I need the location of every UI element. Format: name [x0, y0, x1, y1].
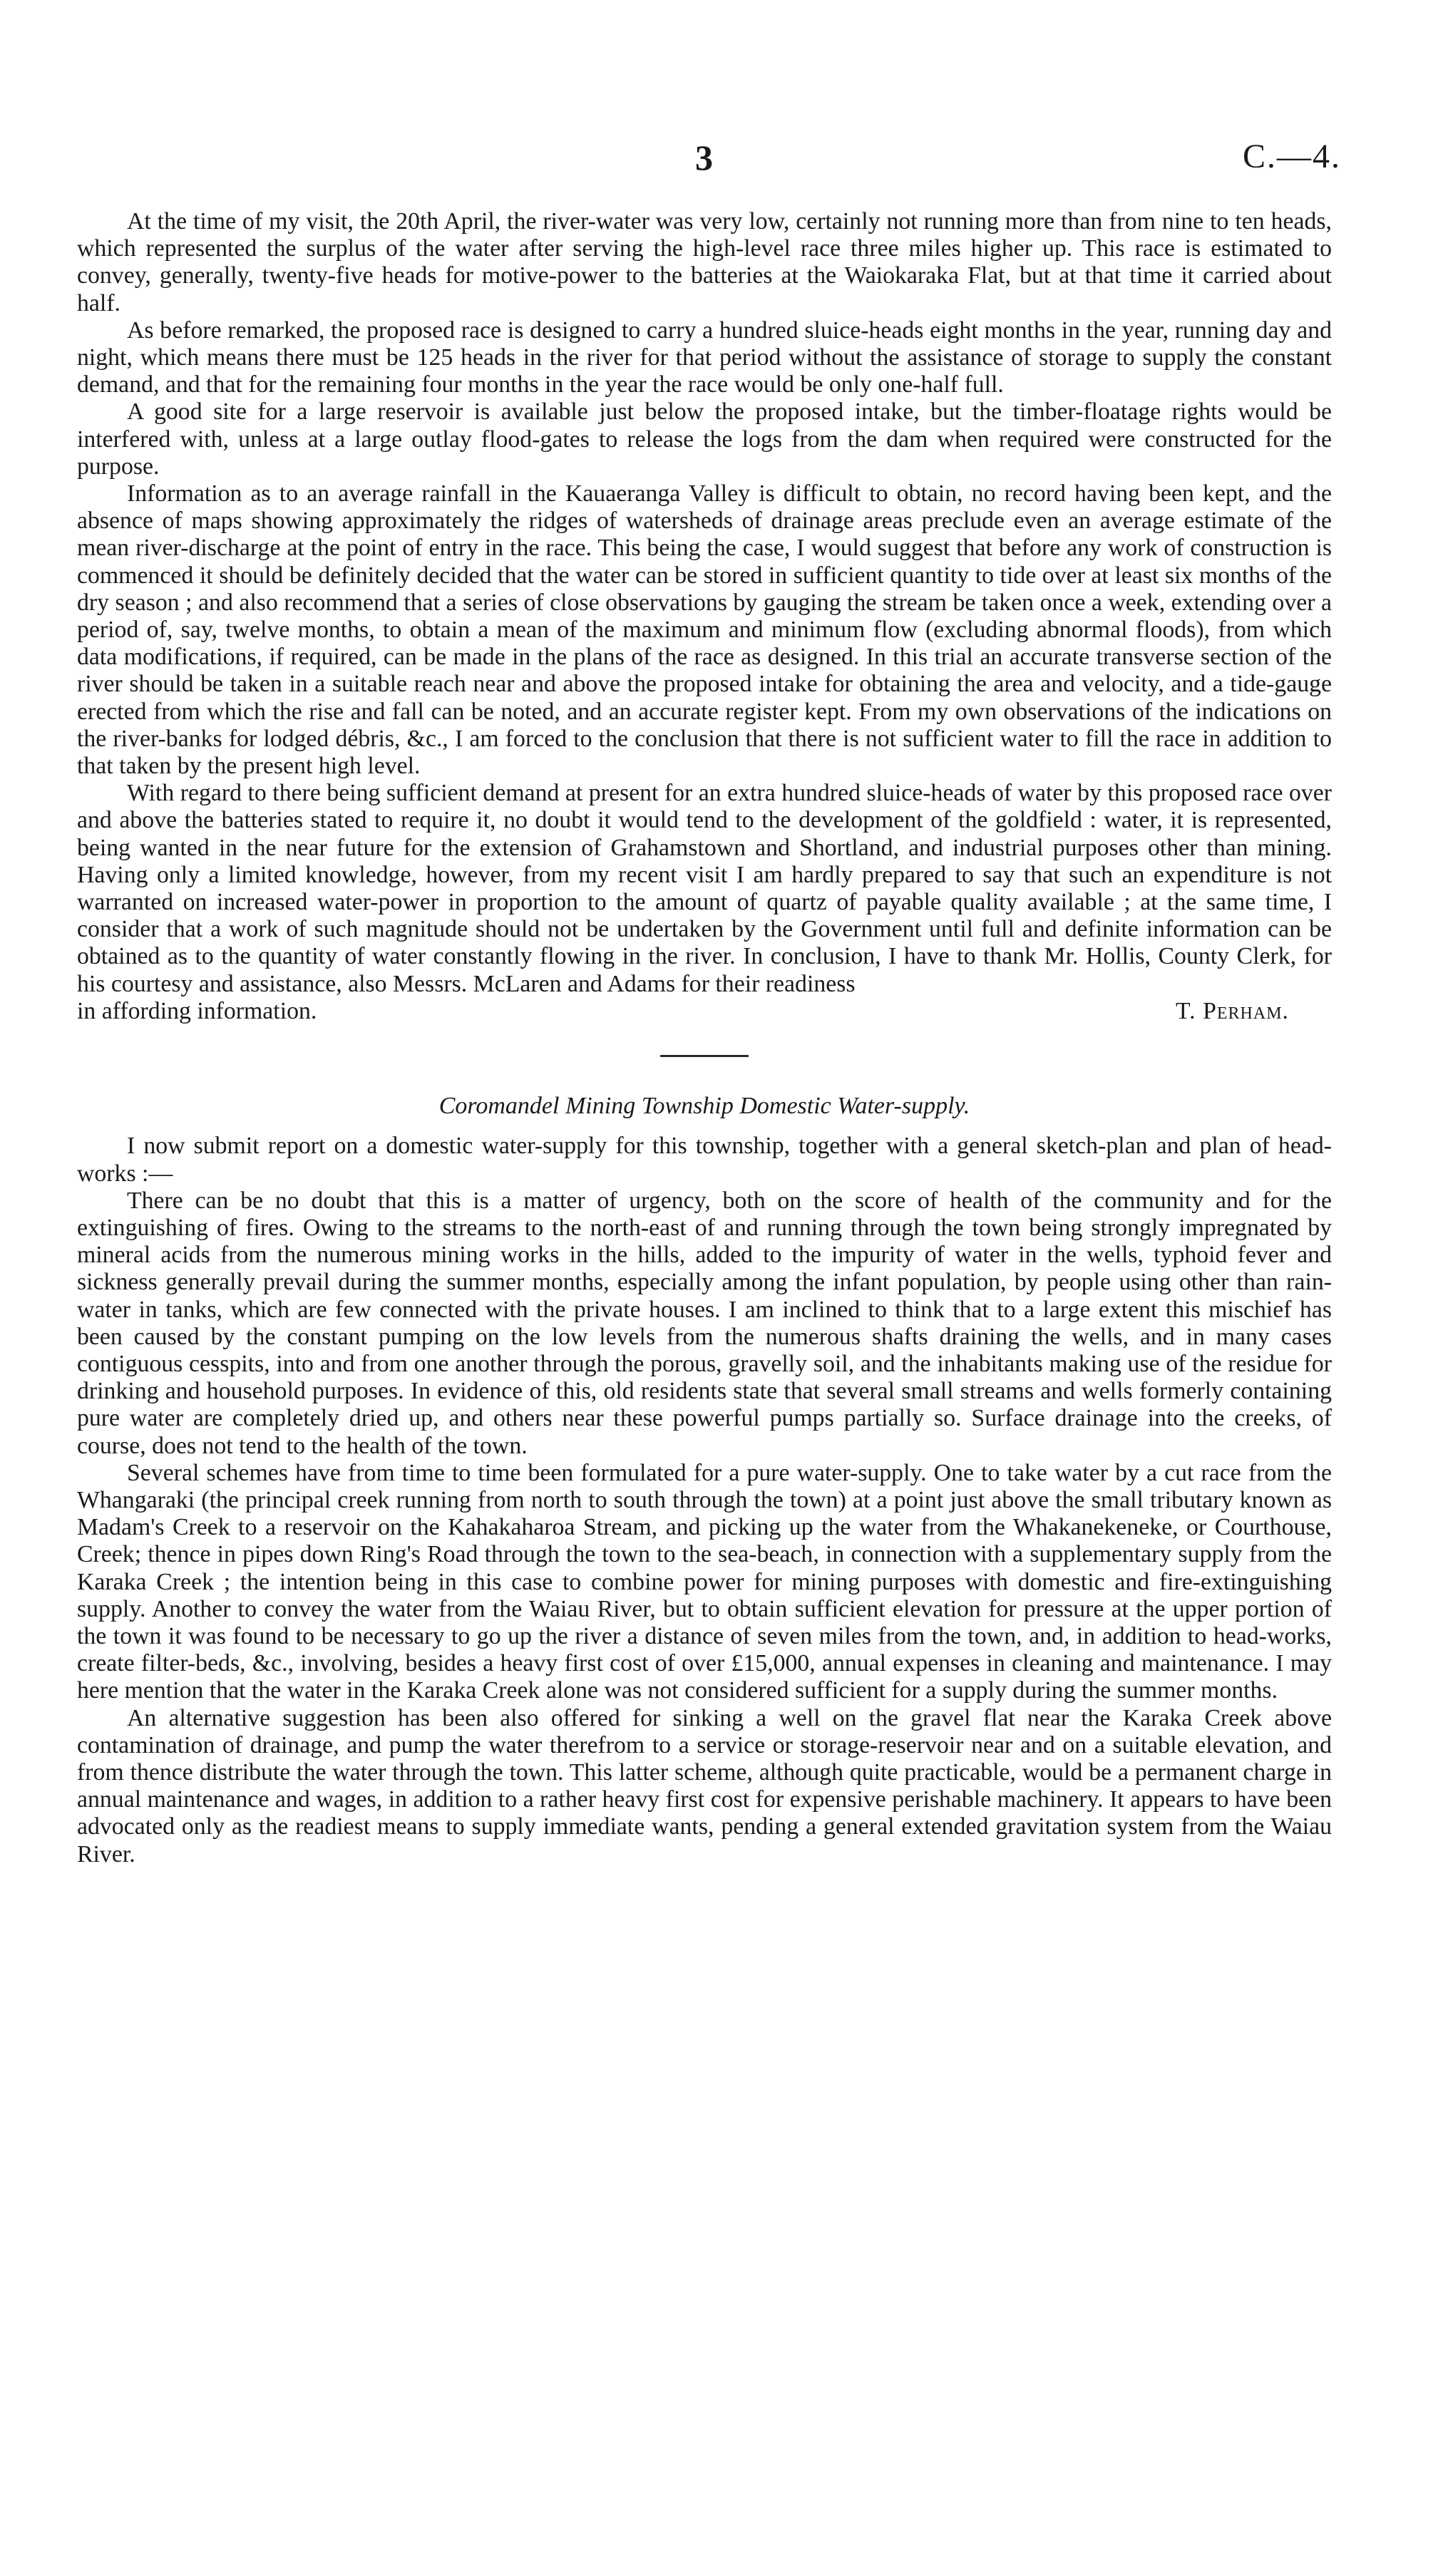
paragraph: At the time of my visit, the 20th April, the river-water was very low, certainly not running more than from nine to ten heads, which represented the surplus of the water after serving the high-level race three miles higher up. This race is estimated to convey, generally, twenty-five heads for motive-power to the batteries at the Waiokaraka Flat, but at that time it carried about half. — [77, 208, 1332, 316]
section-title: Coromandel Mining Township Domestic Water-supply. — [438, 1093, 970, 1120]
paragraph: An alternative suggestion has been also offered for sinking a well on the gravel flat near the Karaka Creek above contamination of drainage, and pump the water therefrom to a service or storage-reservoir near and on a suitable elevation, and from thence distribute the water through the town. This latter scheme, although quite practicable, would be a permanent charge in annual maintenance and wages, in addition to a rather heavy first cost for expensive perishable machinery. It appears to have been advocated only as the readiest means to supply immediate wants, pending a general extended gravitation system from the Waiau River. — [77, 1704, 1332, 1867]
document-body — [77, 208, 1332, 1868]
page-number: 3 — [695, 138, 714, 177]
signature: T. Perham. — [1176, 997, 1289, 1024]
section-divider — [660, 1055, 749, 1057]
paragraph: As before remarked, the proposed race is designed to carry a hundred sluice-heads eight months in the year, running day and night, which means there must be 125 heads in the river for that period without the assistance of storage to supply the constant demand, and that for the remaining four months in the year the race would be only one-half full. — [77, 316, 1332, 398]
paragraph: A good site for a large reservoir is available just below the proposed intake, but the timber-floatage rights would be interfered with, unless at a large outlay flood-gates to release the logs from the dam when required were constructed for the purpose. — [77, 398, 1332, 480]
closing-line — [77, 998, 1332, 1025]
paragraph: I now submit report on a domestic water-supply for this township, together with a general sketch-plan and plan of head-works :— — [77, 1133, 1332, 1187]
page-header — [0, 137, 1448, 194]
closing-text: in affording information. — [77, 997, 317, 1024]
paragraph: With regard to there being sufficient demand at present for an extra hundred sluice-heads of water by this proposed race over and above the batteries stated to require it, no doubt it would tend to the development of the goldfield : water, it is represented, being wanted in the near future for the extension of Grahamstown and Shortland, and industrial purposes other than mining. Having only a limited knowledge, however, from my recent visit I am hardly prepared to say that such an expenditure is not warranted on increased water-power in proportion to the amount of quartz of payable quality available ; at the same time, I consider that a work of such magnitude should not be undertaken by the Government until full and definite information can be obtained as to the quantity of water constantly flowing in the river. In conclusion, I have to thank Mr. Hollis, County Clerk, for his courtesy and assistance, also Messrs. McLaren and Adams for their readiness — [77, 780, 1332, 997]
paragraph: Information as to an average rainfall in the Kauaeranga Valley is difficult to obtain, no record having been kept, and the absence of maps showing approximately the ridges of watersheds of drainage areas preclude even an average estimate of the mean river-discharge at the point of entry in the race. This being the case, I would suggest that before any work of construction is commenced it should be definitely decided that the water can be stored in sufficient quantity to tide over at least six months of the dry season ; and also recommend that a series of close observations by gauging the stream be taken once a week, extending over a period of, say, twelve months, to obtain a mean of the maximum and minimum flow (excluding abnormal floods), from which data modifications, if required, can be made in the plans of the race as designed. In this trial an accurate transverse section of the river should be taken in a suitable reach near and above the proposed intake for obtaining the area and velocity, and a tide-gauge erected from which the rise and fall can be noted, and an accurate register kept. From my own observations of the indications on the river-banks for lodged débris, &c., I am forced to the conclusion that there is not sufficient water to fill the race in addition to that taken by the present high level. — [77, 480, 1332, 780]
paragraph: There can be no doubt that this is a matter of urgency, both on the score of health of the community and for the extinguishing of fires. Owing to the streams to the north-east of and running through the town being strongly impregnated by mineral acids from the numerous mining works in the hills, added to the impurity of water in the wells, typhoid fever and sickness generally prevail during the summer months, especially among the infant population, by people using other than rain-water in tanks, which are few connected with the private houses. I am inclined to think that to a large extent this mischief has been caused by the constant pumping on the low levels from the numerous shafts draining the wells, and in many cases contiguous cesspits, into and from one another through the porous, gravelly soil, and the inhabitants making use of the residue for drinking and household purposes. In evidence of this, old residents state that several small streams and wells formerly containing pure water are completely dried up, and others near these powerful pumps partially so. Surface drainage into the creeks, of course, does not tend to the health of the town. — [77, 1187, 1332, 1459]
document-reference: C.—4. — [1242, 138, 1341, 175]
paragraph: Several schemes have from time to time been formulated for a pure water-supply. One to take water by a cut race from the Whangaraki (the principal creek running from north to south through the town) at a point just above the small tributary known as Madam's Creek to a reservoir on the Kahakaharoa Stream, and picking up the water from the Whakanekeneke, or Courthouse, Creek; thence in pipes down Ring's Road through the town to the sea-beach, in connection with a supplementary supply from the Karaka Creek ; the intention being in this case to combine power for mining purposes with domestic and fire-extinguishing supply. Another to convey the water from the Waiau River, but to obtain sufficient elevation for pressure at the upper portion of the town it was found to be necessary to go up the river a distance of seven miles from the town, and, in addition to head-works, create filter-beds, &c., involving, besides a heavy first cost of over £15,000, annual expenses in cleaning and maintenance. I may here mention that the water in the Karaka Creek alone was not considered sufficient for a supply during the summer months. — [77, 1459, 1332, 1704]
